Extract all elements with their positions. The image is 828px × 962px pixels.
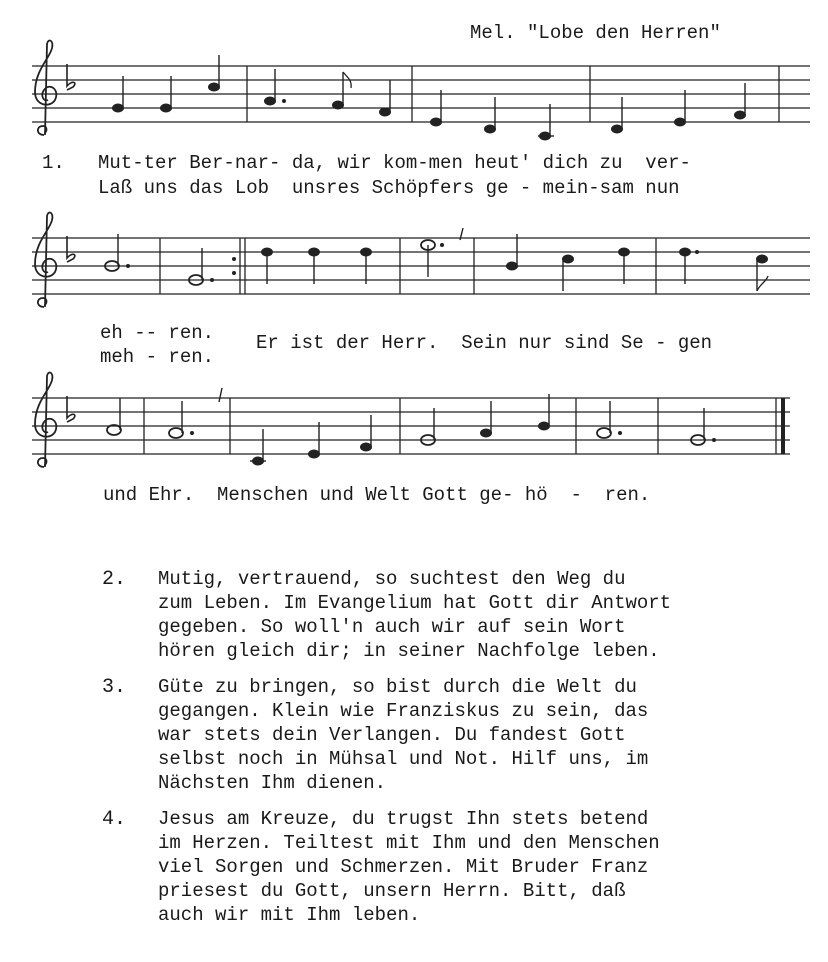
lyric-line: eh -- ren. [100,322,215,344]
lyric-line: und Ehr. Menschen und Welt Gott ge- hö - ren. [103,484,651,506]
music-staff-2 [0,212,828,322]
music-staff-1 [0,40,828,140]
lyric-line: Er ist der Herr. Sein nur sind Se - gen [256,332,713,354]
lyric-line: meh - ren. [100,346,215,368]
verse-line: Nächsten Ihm dienen. [158,772,387,794]
verse-line: gegangen. Klein wie Franziskus zu sein, das [158,700,649,722]
treble-clef-icon [35,373,56,467]
treble-clef-icon [35,213,56,307]
verse-line: priesest du Gott, unsern Herrn. Bitt, daß [158,880,626,902]
notes [112,55,746,141]
verse-line: gegeben. So woll'n auch wir auf sein Wort [158,616,626,638]
verse-line: im Herzen. Teiltest mit Ihm und den Menschen [158,832,660,854]
verse-line: Güte zu bringen, so bist durch die Welt du [158,676,637,698]
verse-line: auch wir mit Ihm leben. [158,904,421,926]
lyric-line: Laß uns das Lob unsres Schöpfers ge - mein-sam nun [98,177,680,199]
melody-reference: Mel. "Lobe den Herren" [470,22,721,44]
verse-number: 1. [42,152,65,174]
verse-line: zum Leben. Im Evangelium hat Gott dir Antwort [158,592,672,614]
treble-clef-icon [35,41,56,135]
flat-sign-icon [67,64,75,90]
verse-number: 4. [102,808,127,831]
verse-number: 3. [102,676,127,699]
flat-sign-icon [67,236,75,262]
verse-line: viel Sorgen und Schmerzen. Mit Bruder Franz [158,856,649,878]
verse-line: hören gleich dir; in seiner Nachfolge leben. [158,640,660,662]
verse-line: war stets dein Verlangen. Du fandest Gott [158,724,626,746]
lyric-line: Mut-ter Ber-nar- da, wir kom-men heut' dich zu ver- [98,152,691,174]
verse-line: selbst noch in Mühsal und Not. Hilf uns, im [158,748,649,770]
flat-sign-icon [67,396,75,422]
verse-number: 2. [102,568,127,591]
verse-line: Jesus am Kreuze, du trugst Ihn stets betend [158,808,649,830]
music-staff-3 [0,372,828,482]
verse-line: Mutig, vertrauend, so suchtest den Weg du [158,568,626,590]
